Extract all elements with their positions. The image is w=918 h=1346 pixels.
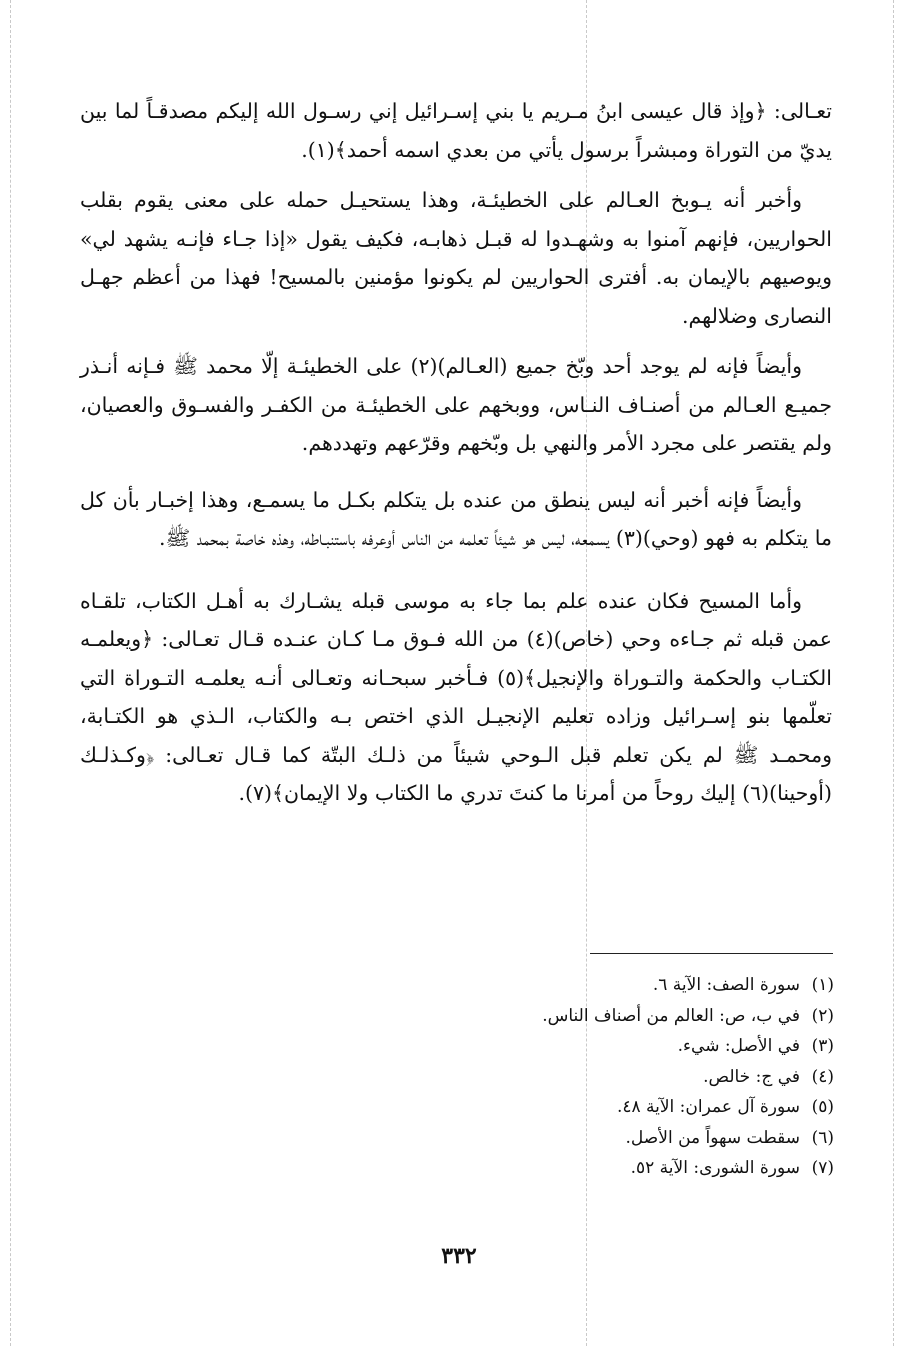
scan-fold-line <box>893 0 894 1346</box>
footnote-number: (٣) <box>811 1036 834 1056</box>
main-text <box>80 92 832 825</box>
footnote-number: (٢) <box>811 1005 834 1026</box>
footnote <box>274 1092 834 1123</box>
paragraph: تعـالى: ﴿وإذ قال عيسى ابنُ مـريم يا بني إسـرائيل إني رسـول الله إليكم مصدقـاً لما بين يديّ من التوراة ومبشراً برسول يأتي من بعدي اسمه أحمد﴾(١). <box>80 99 832 162</box>
footnote <box>274 1001 834 1032</box>
paragraph: وأما المسيح فكان عنده علم بما جاء به موسى قبله يشـارك به أهـل الكتاب، تلقـاه عمن قبله ثم جـاءه وحي (خاص)(٤) من الله فـوق مـا كـان عنـده قـال تعـالى: ﴿ويعلمـه الكتـاب والحكمة والتـوراة والإنجيل﴾(٥) فـأخبر سبحـانه وتعـالى أنـه يعلمـه التـوراة التي تعلّمها بنو إسـرائيل وزاده تعليم الإنجيـل الذي اختص بـه والكتاب، الـذي هو الكتـابة، ومحمـد ﷺ لم يكن تعلم قبل الـوحي شيئاً من ذلـك البتّة كما قـال تعـالى: ﴿وكـذلـك (أوحينا)(٦) إليك روحاً من أمرنا ما كنتَ تدري ما الكتاب ولا الإيمان﴾(٧). <box>80 588 832 805</box>
paragraph: وأيضاً فإنه أخبر أنه ليس ينطق من عنده بل يتكلم بكـل ما يسمـع، وهذا إخبـار بأن كل ما يتكلم به فهو (وحي)(٣) يسمعه، ليس هو شيئاً تعلمه من الناس أوعرفه باستنبـاطه، وهذه خاصة بمحمد ﷺ. <box>80 487 832 550</box>
footnote-number: (٧) <box>811 1158 834 1178</box>
footnote-text: سورة الشورى: الآية ٥٢. <box>630 1158 800 1178</box>
paragraph: وأخبر أنه يـوبخ العـالم على الخطيئـة، وهذا يستحيـل حمله على معنى يقوم بقلب الحواريين، فإنهم آمنوا به وشهـدوا له قبـل ذهابـه، فكيف يقول «إذا جـاء فإنـه يشهد لي» ويوصيهم بالإيمان به. أفترى الحواريين لم يكونوا مؤمنين بالمسيح! فهذا من أعظم جهـل النصارى وضلالهم. <box>80 188 832 328</box>
footnotes <box>274 970 834 1184</box>
footnote-number: (٦) <box>811 1127 834 1148</box>
footnote <box>274 1153 834 1184</box>
footnote-text: سقطت سهواً من الأصل. <box>625 1127 800 1148</box>
footnote <box>274 1123 834 1154</box>
footnote <box>274 1062 834 1093</box>
scan-fold-line <box>10 0 11 1346</box>
footnote-separator <box>590 953 833 954</box>
footnote-text: في ج: خالص. <box>703 1066 800 1087</box>
footnote <box>274 970 834 1001</box>
footnote-text: في ب، ص: العالم من أصناف الناس. <box>542 1005 800 1026</box>
footnote <box>274 1031 834 1062</box>
footnote-text: سورة الصف: الآية ٦. <box>652 975 800 995</box>
footnote-text: سورة آل عمران: الآية ٤٨. <box>616 1097 800 1117</box>
page-number: ٣٣٢ <box>441 1243 477 1269</box>
footnote-number: (٥) <box>811 1097 834 1117</box>
footnote-number: (١) <box>811 975 834 995</box>
footnote-number: (٤) <box>811 1066 834 1087</box>
paragraph: وأيضاً فإنه لم يوجد أحد وبّخ جميع (العـالم)(٢) على الخطيئـة إلّا محمد ﷺ فـإنه أنـذر جميـع العـالم من أصنـاف النـاس، ووبخهم على الخطيئـة من الكفـر والفسـوق والعصيان، ولم يقتصر على مجرد الأمر والنهي بل وبّخهم وقرّعهم وتهددهم. <box>80 354 832 455</box>
footnote-text: في الأصل: شيء. <box>677 1036 800 1056</box>
